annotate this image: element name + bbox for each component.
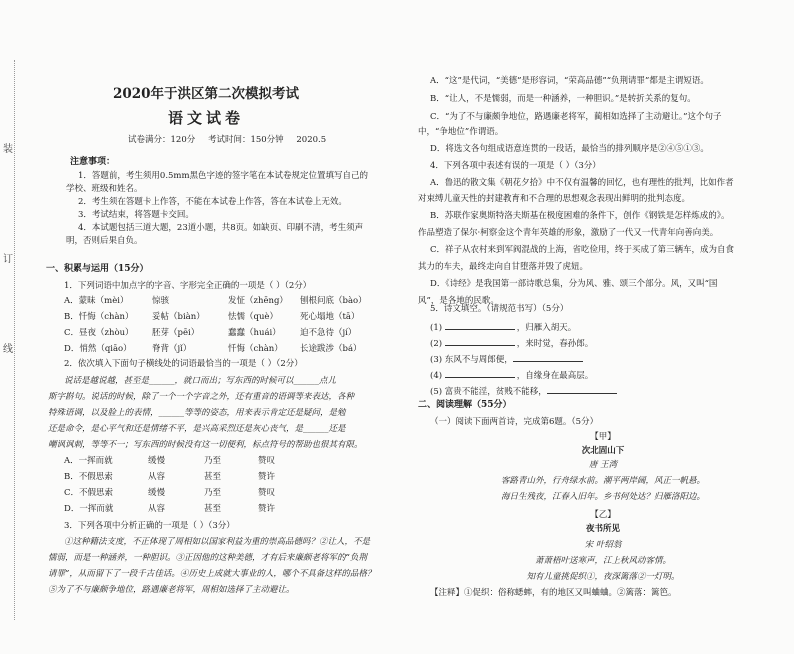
blank-number: (2) (430, 339, 443, 349)
notes-line: 3．考试结束，将答题卡交回。 (78, 210, 194, 220)
q4-option-line: A．鲁迅的散文集《朝花夕拾》中不仅有温馨的回忆，也有理性的批判，比如作者 (430, 178, 734, 188)
blank-text: ，自缘身在最高层。 (516, 371, 594, 381)
notes-line: 学校、班级和姓名。 (66, 184, 143, 194)
side-mark: 订 (3, 254, 13, 265)
poem-annotation: 【注释】①促织：俗称蟋蟀，有的地区又叫蛐蛐。②篱落：篱笆。 (430, 588, 677, 598)
answer-line (547, 384, 617, 394)
q3-passage-line: ⑤为了不与廉颇争地位，路遇廉老将军，周相如选择了主动避让。 (48, 585, 295, 595)
q1-option: 妥帖（biàn） (152, 312, 205, 322)
poem1-line: 客路青山外，行舟绿水前。潮平两岸阔，风正一帆悬。 (500, 476, 705, 486)
q3-option: B．“让人，不是懦弱，而是一种涵养，一种胆识。”是转折关系的复句。 (430, 94, 696, 104)
side-mark: 装 (3, 144, 13, 155)
section2-subheading: （一）阅读下面两首诗，完成第6题。（5分） (430, 417, 599, 427)
poem2-mark: 【乙】 (590, 510, 616, 520)
q3-option: 中，“争地位”作谓语。 (418, 127, 504, 137)
blank-number: (1) (430, 323, 443, 333)
answer-line (445, 320, 515, 330)
q2-option: 赞许 (258, 504, 276, 514)
fill-blank (430, 320, 576, 334)
q4-option-line: 对束缚儿童天性的封建教育和不合理的思想观念表现出鲜明的批判态度。 (418, 194, 691, 204)
fill-blank (430, 352, 585, 366)
exam-info (128, 133, 336, 145)
q2-option: 从容 (148, 472, 166, 482)
side-mark: 线 (3, 344, 13, 355)
q1-option: 死心塌地（tā） (300, 312, 360, 322)
q2-option: 乃至 (204, 488, 222, 498)
q1-option: 迫不急待（jí） (300, 328, 357, 338)
answer-line (445, 336, 515, 346)
q4-option-line: 其力的车夫，最终走向自甘堕落并毁了虎妞。 (418, 262, 589, 272)
section2-heading: 二、阅读理解（55分） (418, 400, 512, 410)
q2-passage-line: 嘲讽讽刺，等等不一；写东西的时候没有这一切便利，标点符号的帮助也很其有限。 (48, 440, 363, 450)
answer-line (513, 352, 583, 362)
q2-option: C．不假思索 (64, 488, 114, 498)
q3-passage-line: ①这种籍法支度，不正体现了周相如以国家利益为重的崇高品德吗？②让人，不是 (64, 537, 371, 547)
q2-option: 从容 (148, 504, 166, 514)
q3-stem: 3．下列各项中分析正确的一项是（ ）（3分） (64, 521, 235, 531)
q2-option: 赞叹 (258, 488, 276, 498)
q2-passage-line: 还是命令，是心平气和还是情绪不平，是兴高采烈还是灰心丧气，是______还是 (48, 424, 346, 434)
q2-option: 甚至 (204, 472, 222, 482)
q3-passage-line: 请罪”，从而留下了一段千古佳话。④历史上成就大事业的人，哪个不具备这样的品格？ (48, 569, 376, 579)
poem1-author: 唐 王湾 (588, 460, 618, 470)
q4-option-line: C．祥子从农村来到军阀混战的上海，省吃俭用，终于买成了第三辆车，成为自食 (430, 245, 735, 255)
q1-option: 发怔（zhēng） (228, 296, 288, 306)
q1-option: 忏悔（chàn） (228, 344, 283, 354)
blank-text: 东风不与周郎便， (444, 355, 513, 365)
blank-text: ，来时觉，春孙郎。 (516, 339, 594, 349)
q1-option: 蠢蠢（huái） (228, 328, 281, 338)
blank-number: (3) (430, 355, 443, 365)
q5-stem: 5．诗文填空。（请规范书写）（5分） (430, 304, 569, 314)
notes-line: 明，否则后果自负。 (66, 236, 143, 246)
q1-stem: 1．下列词语中加点字的字音、字形完全正确的一项是（ ）（2分） (64, 281, 312, 291)
fill-blank (430, 368, 593, 382)
q2-option: 赞叹 (258, 456, 276, 466)
right-page (412, 0, 794, 654)
poem1-line: 海日生残夜，江春入旧年。乡书何处达？归雁洛阳边。 (500, 492, 705, 502)
exam-title: 2020年于洪区第二次模拟考试 (112, 86, 300, 102)
q4-option-line: 作品塑造了保尔·柯察金这个青年英雄的形象，激励了一代又一代青年向善向美。 (418, 228, 719, 238)
q1-option: A．蒙昧（mèi） (64, 296, 129, 306)
q1-option: 脊背（jǐ） (152, 344, 192, 354)
poem2-line: 知有儿童挑促织①，夜深篱落②一灯明。 (526, 572, 680, 582)
q1-option: 惊骇 (152, 296, 170, 306)
poem2-author: 宋 叶绍翁 (584, 540, 622, 550)
q2-passage-line: 斯字斟句。说话的时候，除了一个一个字音之外，还有重音的语调等来表达，各种 (48, 392, 355, 402)
notes-heading: 注意事项： (70, 157, 116, 167)
blank-number: (5) (430, 387, 443, 397)
blank-text: 富贵不能淫，贫贱不能移， (444, 387, 547, 397)
q4-option-line: 风”，是各地的民歌。 (418, 296, 499, 306)
blank-text: ，归雁入胡天。 (516, 323, 577, 333)
notes-line: 1．答题前，考生须用0.5mm黑色字迹的签字笔在本试卷规定位置填写自己的 (78, 171, 369, 181)
q2-passage-line: 说话是越说越，甚至是______，就口而出；写东西的时候可以______点儿 (64, 376, 337, 386)
q3-option: A．“这”是代词，“美德”是形容词，“荣高品德”“负荆请罪”都是主谓短语。 (430, 76, 709, 86)
q2-option: 乃至 (204, 456, 222, 466)
subject-title: 语文试卷 (167, 109, 244, 127)
q2-option: 赞许 (258, 472, 276, 482)
poem1-title: 次北固山下 (581, 446, 625, 456)
q1-option: 刨根问底（bào） (300, 296, 367, 306)
notes-line: 2．考生须在答题卡上作答，不能在本试卷上作答，答在本试卷上无效。 (78, 197, 347, 207)
q4-option-line: D．《诗经》是我国第一部诗歌总集，分为风、雅、颂三个部分。风，又叫“国 (430, 279, 718, 289)
q1-option: 长途跋涉（bá） (300, 344, 362, 354)
q2-option: A．一挥而就 (64, 456, 113, 466)
poem1-mark: 【甲】 (590, 432, 616, 442)
q2-option: B．不假思索 (64, 472, 113, 482)
q2-option: D．一挥而就 (64, 504, 114, 514)
section1-heading: 一、积累与运用（15分） (46, 264, 149, 274)
q3-passage-line: 懦弱，而是一种涵养，一种胆识。③正因他的这种美德，才有后来廉颇老将军的“负荆 (48, 553, 367, 563)
q3-option: C．“为了不与廉颇争地位，路遇廉老将军，蔺相如选择了主动避让。”这个句子 (430, 112, 722, 122)
fill-blank (430, 336, 593, 350)
q4-option-line: B．苏联作家奥斯特洛夫斯基在极度困难的条件下，创作《钢铁是怎样炼成的》。 (430, 211, 730, 221)
full-score: 试卷满分：120分 (128, 135, 196, 145)
q2-option: 甚至 (204, 504, 222, 514)
q1-option: 胚芽（pēi） (152, 328, 200, 338)
q1-option: C．昼夜（zhòu） (64, 328, 134, 338)
q4-stem: 4．下列各项中表述有误的一项是（ ）（3分） (430, 161, 601, 171)
q1-option: D．悄然（qiāo） (64, 344, 132, 354)
q1-option: 怯懦（què） (228, 312, 278, 322)
q2-passage-line: 特殊语调，以及脸上的表情，______等等的姿态，用来表示肯定还是疑问，是勉 (48, 408, 346, 418)
q3-option: D．将选文各句组成语意连贯的一段话，最恰当的排列顺序是②④⑤①③。 (430, 144, 709, 154)
answer-line (445, 368, 515, 378)
notes-line: 4．本试题包括三道大题，23道小题，共8页。如缺页、印刷不清，考生须声 (78, 223, 364, 233)
exam-date: 2020.5 (296, 135, 327, 145)
q2-option: 缓慢 (148, 488, 166, 498)
exam-time: 考试时间：150分钟 (207, 135, 284, 145)
q1-option: B．忏悔（chàn） (64, 312, 134, 322)
q2-stem: 2．依次填入下面句子横线处的词语最恰当的一项是（ ）（2分） (64, 359, 303, 369)
poem2-title: 夜书所见 (585, 524, 620, 534)
fill-blank (430, 384, 619, 398)
binding-line (14, 60, 16, 620)
poem2-line: 萧萧梧叶送寒声，江上秋风动客情。 (534, 556, 671, 566)
q2-option: 缓慢 (148, 456, 166, 466)
blank-number: (4) (430, 371, 443, 381)
